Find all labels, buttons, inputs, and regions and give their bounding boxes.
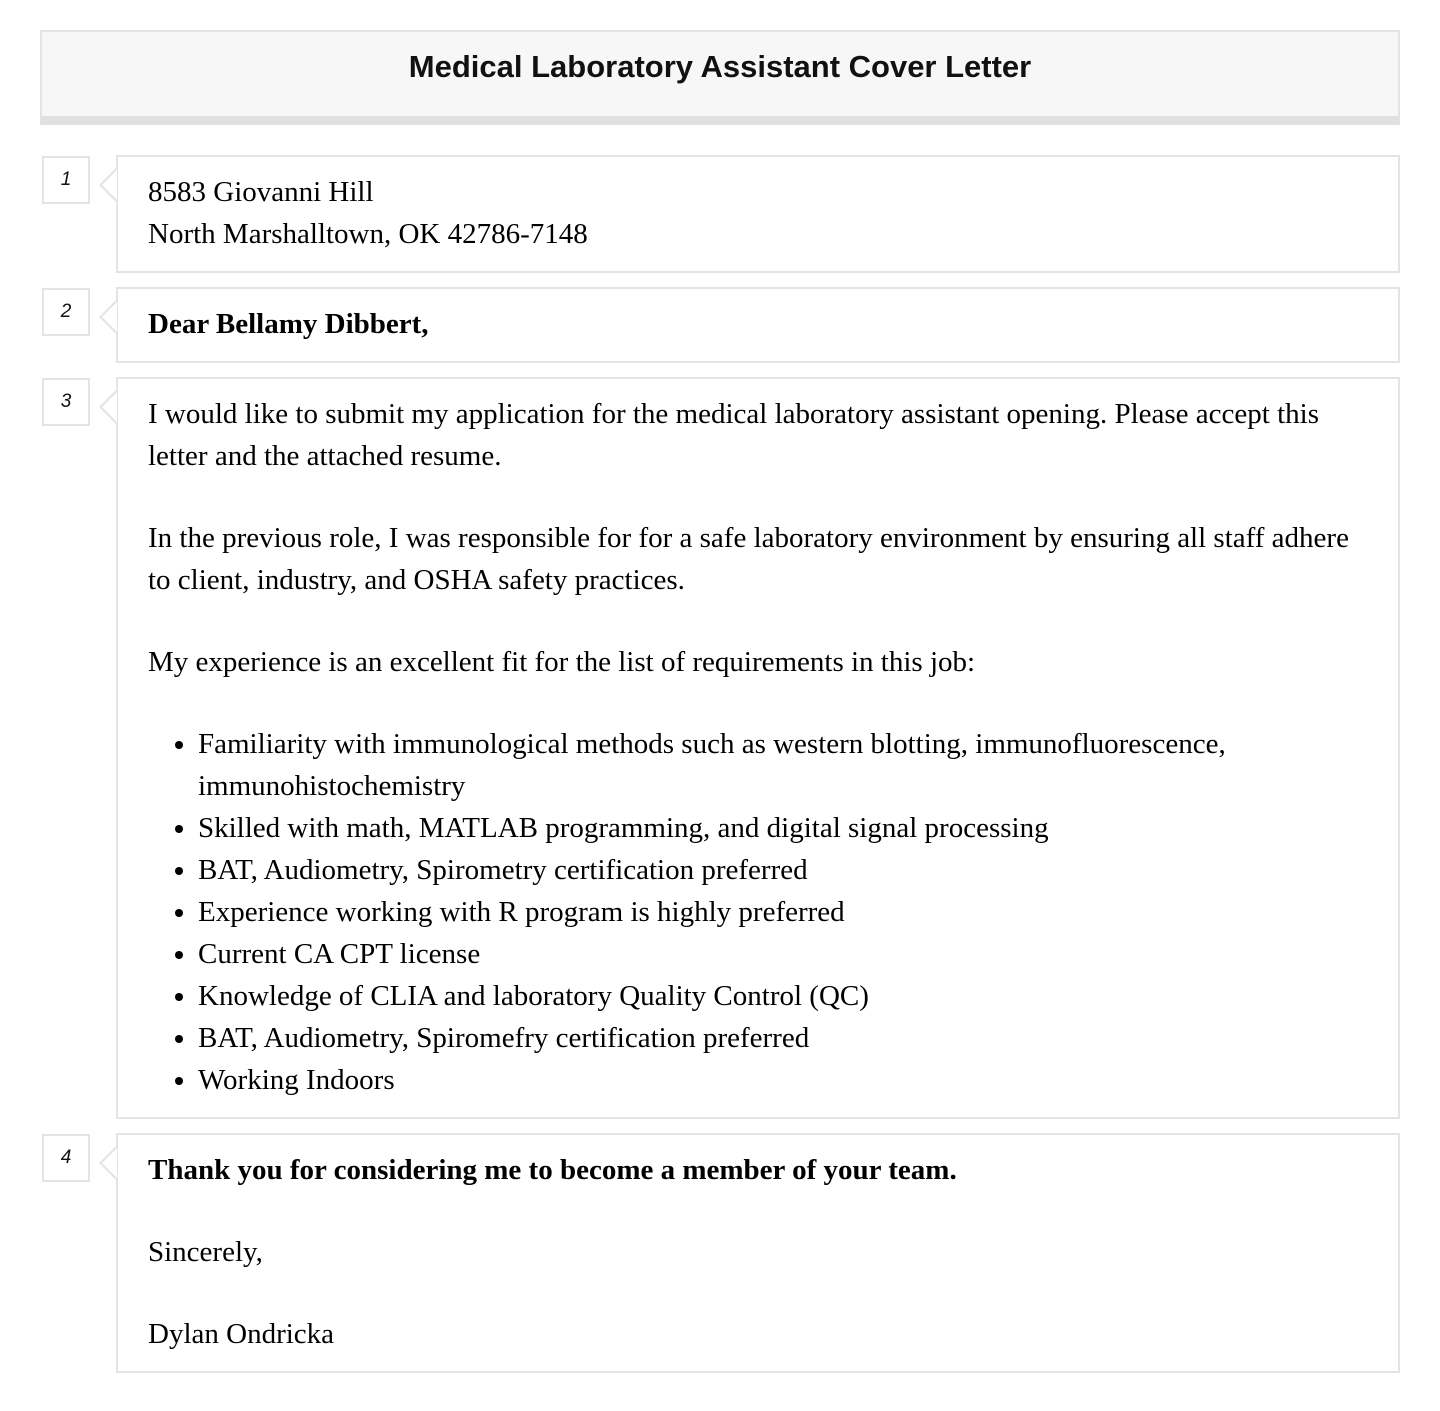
address-line-1: 8583 Giovanni Hill bbox=[148, 176, 374, 208]
section-box bbox=[116, 1133, 1400, 1373]
list-item: • Experience working with R program is highly preferred bbox=[198, 891, 1368, 933]
list-item: • BAT, Audiometry, Spiromefry certification preferred bbox=[198, 1017, 1368, 1059]
list-item: • BAT, Audiometry, Spirometry certification preferred bbox=[198, 849, 1368, 891]
closing-statement: Thank you for considering me to become a member of your team. bbox=[148, 1154, 957, 1186]
page-title: Medical Laboratory Assistant Cover Letter bbox=[408, 49, 1032, 84]
signer-name: Dylan Ondricka bbox=[148, 1318, 335, 1350]
body-paragraph-3: My experience is an excellent fit for the list of requirements in this job: bbox=[148, 646, 976, 678]
requirements-list bbox=[148, 723, 1368, 1101]
body-paragraph-2: In the previous role, I was responsible for for a safe laboratory environment by ensuring all staff adhere to client, industry, and OSHA safety practices. bbox=[148, 522, 1349, 596]
section-box bbox=[116, 155, 1400, 273]
section-number: 3 bbox=[42, 378, 90, 426]
section-number: 2 bbox=[42, 288, 90, 336]
section-box bbox=[116, 287, 1400, 363]
section-number: 1 bbox=[42, 156, 90, 204]
signoff: Sincerely, bbox=[148, 1236, 263, 1268]
section-number: 4 bbox=[42, 1134, 90, 1182]
body-paragraph-1: I would like to submit my application for the medical laboratory assistant opening. Please accept this letter and the attached resume. bbox=[148, 398, 1319, 472]
list-item: • Current CA CPT license bbox=[198, 933, 1368, 975]
letter-header bbox=[40, 30, 1400, 125]
list-item: • Skilled with math, MATLAB programming, and digital signal processing bbox=[198, 807, 1368, 849]
salutation: Dear Bellamy Dibbert, bbox=[148, 308, 429, 340]
list-item: • Working Indoors bbox=[198, 1059, 1368, 1101]
section-box bbox=[116, 377, 1400, 1119]
list-item: • Knowledge of CLIA and laboratory Quality Control (QC) bbox=[198, 975, 1368, 1017]
address-line-2: North Marshalltown, OK 42786-7148 bbox=[148, 218, 588, 250]
list-item: • Familiarity with immunological methods such as western blotting, immunofluorescence, immunohistochemistry bbox=[198, 723, 1368, 807]
